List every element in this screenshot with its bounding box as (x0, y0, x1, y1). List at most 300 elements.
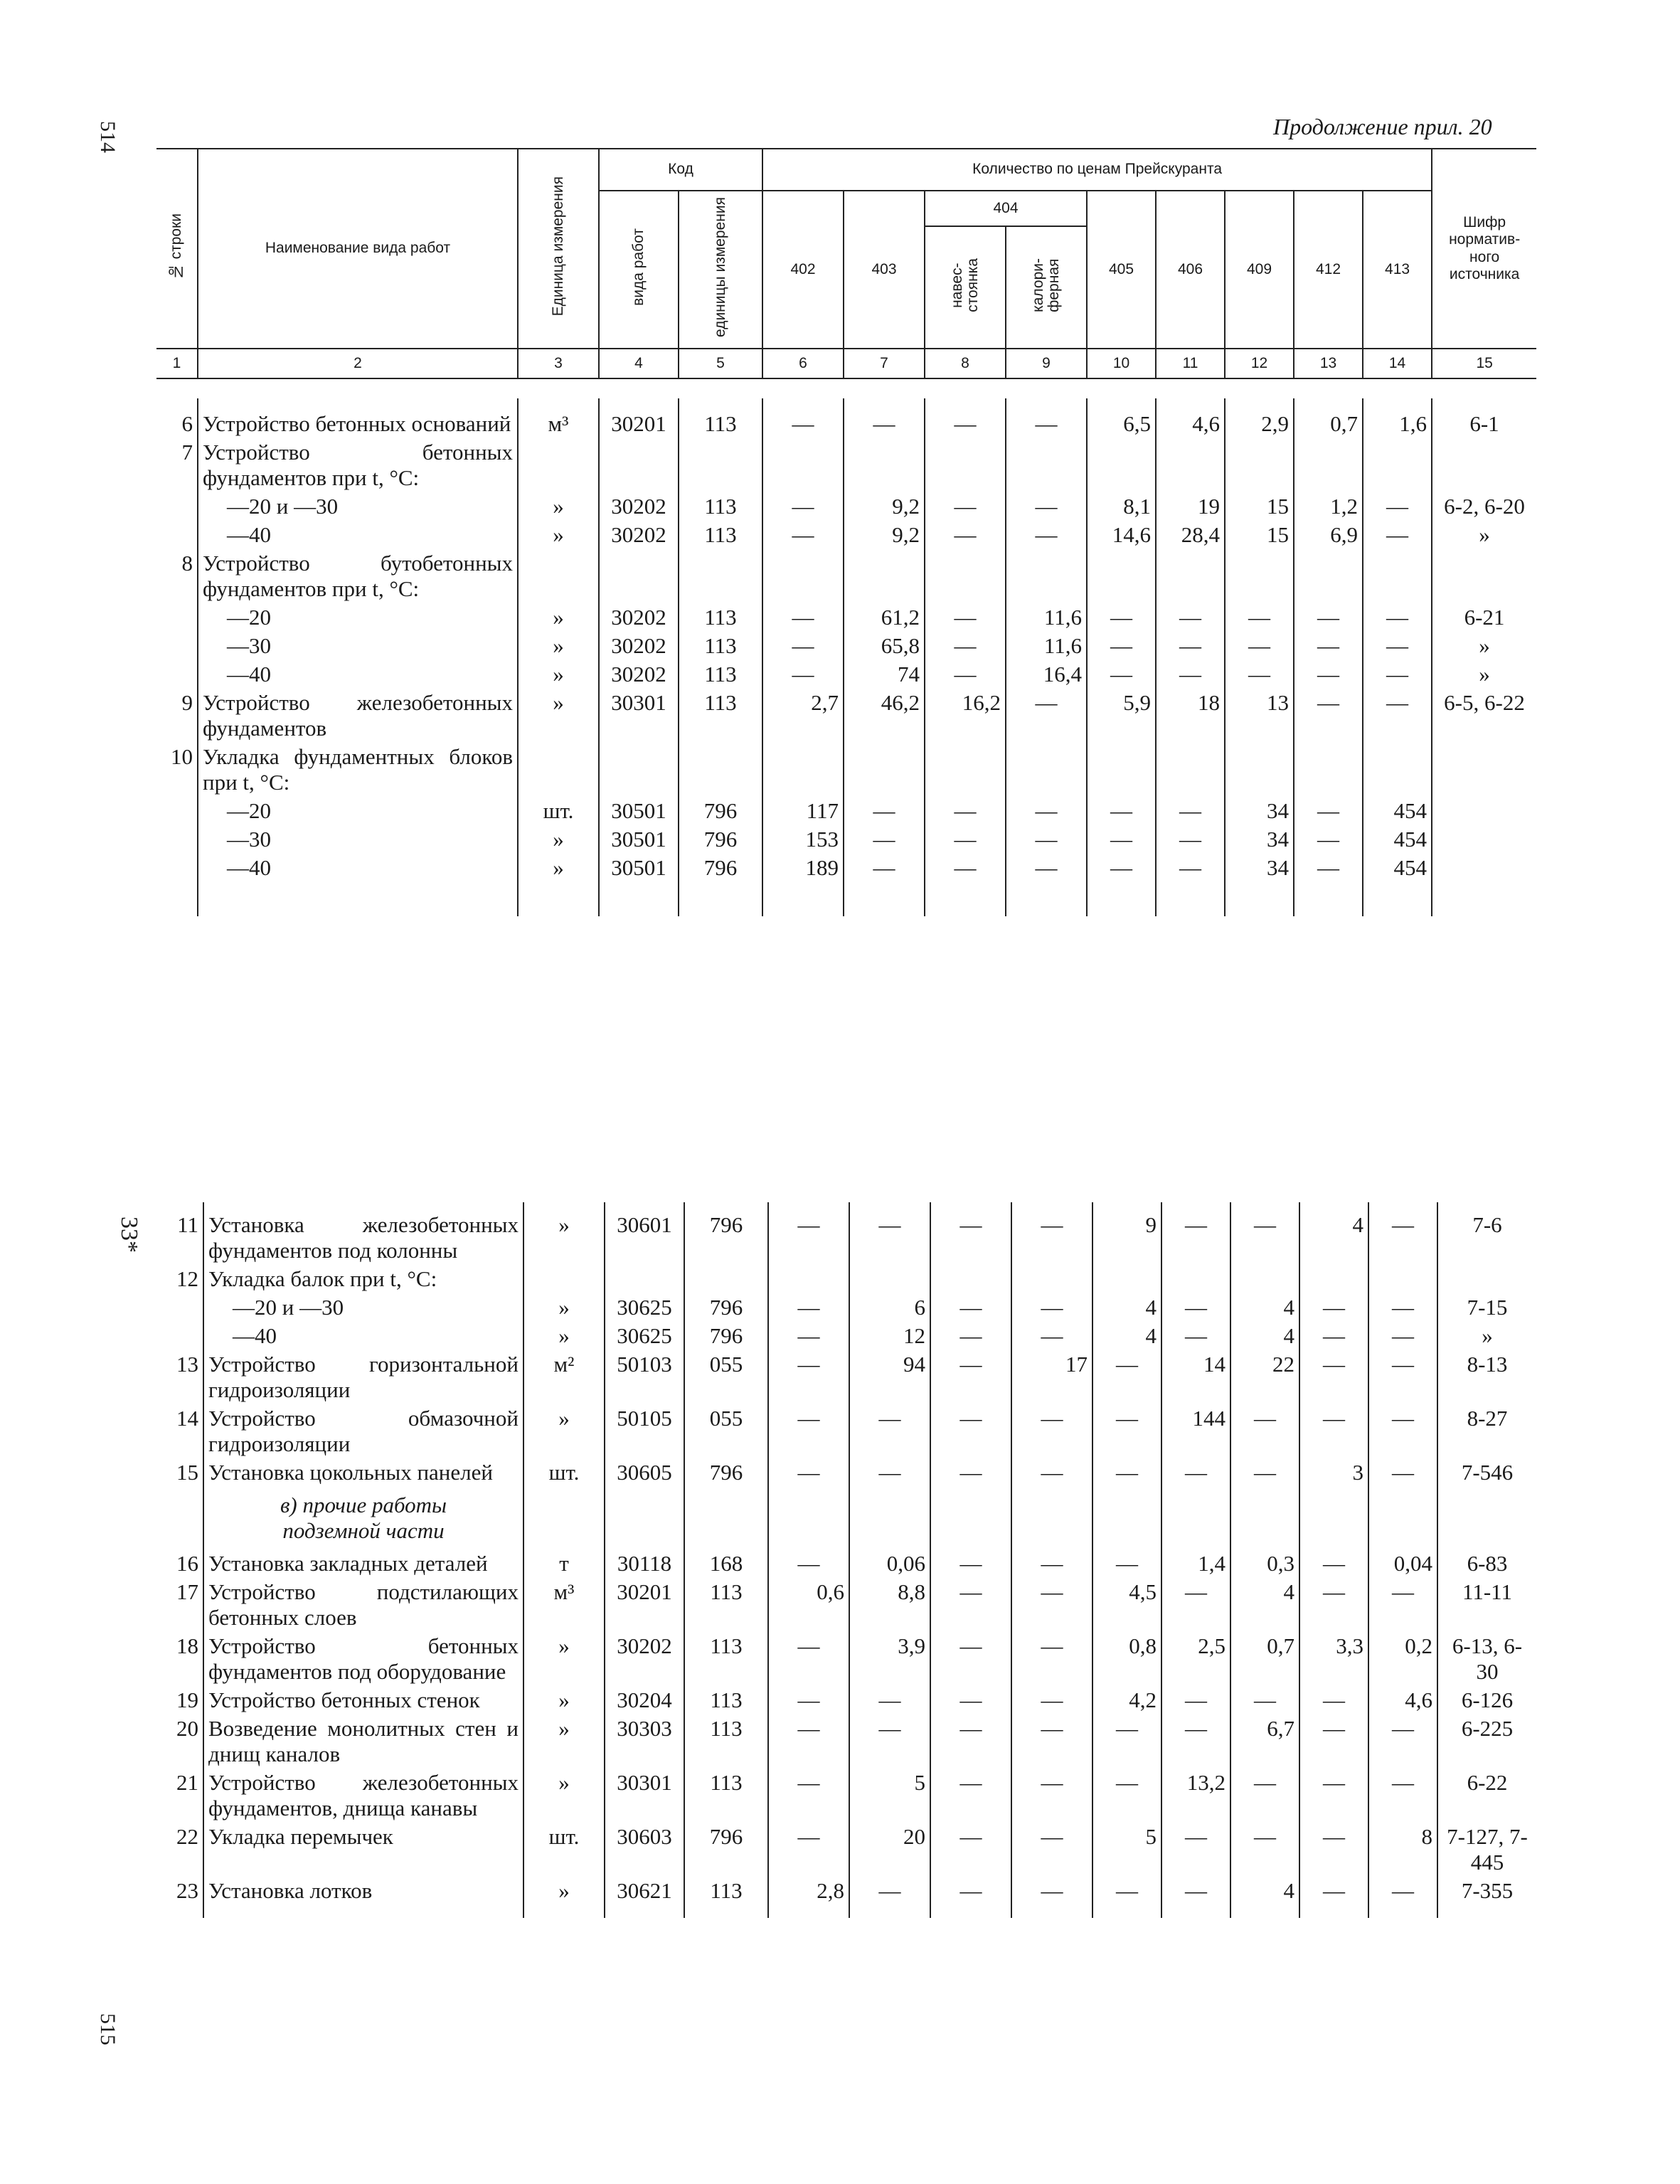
work-code: 30118 (605, 1548, 684, 1576)
quantity-value: — (1230, 1767, 1299, 1821)
quantity-value: — (1368, 1713, 1437, 1767)
table-row (156, 741, 1536, 795)
quantity-value: — (1011, 1548, 1092, 1576)
source-code (1432, 795, 1536, 824)
source-code: 6-21 (1432, 602, 1536, 630)
header-col-number: 8 (925, 349, 1006, 378)
empty-cell (849, 1485, 930, 1548)
quantity-value: — (1230, 1457, 1299, 1485)
work-name: Возведение монолитных стен и днищ каналов (203, 1713, 523, 1767)
row-number: 15 (162, 1457, 203, 1485)
row-number: 6 (156, 398, 198, 437)
source-code: 8-13 (1437, 1349, 1536, 1403)
quantity-value: — (1230, 1685, 1299, 1713)
quantity-value: 22 (1230, 1349, 1299, 1403)
row-number: 11 (162, 1202, 203, 1263)
work-code: 30202 (599, 602, 679, 630)
quantity-value: 14 (1161, 1349, 1230, 1403)
work-code: 30202 (599, 519, 679, 548)
table-row (162, 1485, 1536, 1548)
unit-of-measure: » (518, 824, 599, 852)
unit-of-measure: шт. (518, 795, 599, 824)
unit-of-measure: » (523, 1320, 605, 1349)
unit-code: 113 (679, 602, 762, 630)
quantity-value (762, 437, 844, 491)
empty-cell (768, 1485, 849, 1548)
quantity-value: — (1294, 852, 1363, 881)
quantity-value: — (925, 398, 1006, 437)
unit-of-measure: » (518, 630, 599, 659)
quantity-value: — (1011, 1713, 1092, 1767)
work-code: 30301 (599, 687, 679, 741)
table-row (162, 1767, 1536, 1821)
table-row (162, 1202, 1536, 1263)
quantity-value (930, 1263, 1011, 1292)
quantity-value: 117 (762, 795, 844, 824)
quantity-value: — (1087, 795, 1156, 824)
spacer-cell (1087, 881, 1156, 916)
quantity-value: — (1161, 1875, 1230, 1904)
table-row (156, 398, 1536, 437)
empty-cell (1437, 1485, 1536, 1548)
row-number: 14 (162, 1403, 203, 1457)
quantity-value: — (930, 1576, 1011, 1631)
unit-code: 796 (679, 852, 762, 881)
quantity-value: 153 (762, 824, 844, 852)
quantity-value: 4,6 (1156, 398, 1225, 437)
header-412: 412 (1294, 191, 1363, 349)
quantity-value: 74 (844, 659, 925, 687)
quantity-value: — (1299, 1767, 1368, 1821)
empty-cell (1011, 1485, 1092, 1548)
section-title: в) прочие работы подземной части (203, 1485, 523, 1548)
spacer-cell (849, 1904, 930, 1918)
spacer-cell (599, 881, 679, 916)
row-number (156, 852, 198, 881)
quantity-value: — (1006, 824, 1087, 852)
quantity-value: — (1299, 1320, 1368, 1349)
header-col-number: 3 (518, 349, 599, 378)
quantity-value: — (1161, 1713, 1230, 1767)
quantity-value: — (849, 1685, 930, 1713)
quantity-value (1363, 741, 1432, 795)
quantity-value: — (1156, 824, 1225, 852)
quantity-value: — (849, 1202, 930, 1263)
quantity-value: — (762, 398, 844, 437)
quantity-value: — (925, 795, 1006, 824)
quantity-value: — (1156, 659, 1225, 687)
quantity-value: 34 (1225, 795, 1294, 824)
header-406: 406 (1156, 191, 1225, 349)
source-code (1432, 852, 1536, 881)
work-code: 30202 (605, 1631, 684, 1685)
quantity-value: — (1011, 1685, 1092, 1713)
unit-code: 113 (684, 1767, 768, 1821)
table-row (156, 630, 1536, 659)
quantity-value: — (1363, 630, 1432, 659)
header-col-number: 4 (599, 349, 679, 378)
source-code: 6-22 (1437, 1767, 1536, 1821)
quantity-value: 19 (1156, 491, 1225, 519)
spacer-cell (523, 1904, 605, 1918)
quantity-value: 34 (1225, 824, 1294, 852)
source-code: 7-6 (1437, 1202, 1536, 1263)
quantity-value: — (1299, 1403, 1368, 1457)
quantity-value: — (768, 1685, 849, 1713)
quantity-value: — (1006, 687, 1087, 741)
table-row (156, 795, 1536, 824)
quantity-value: — (930, 1292, 1011, 1320)
unit-of-measure: » (523, 1403, 605, 1457)
quantity-value: 2,8 (768, 1875, 849, 1904)
table-part-2 (162, 1202, 1536, 1918)
quantity-value: 16,4 (1006, 659, 1087, 687)
work-name: Установка закладных деталей (203, 1548, 523, 1576)
quantity-value: — (1299, 1548, 1368, 1576)
quantity-value: — (925, 630, 1006, 659)
quantity-value (762, 548, 844, 602)
quantity-value: 34 (1225, 852, 1294, 881)
source-code (1432, 824, 1536, 852)
quantity-value: — (1161, 1685, 1230, 1713)
quantity-value: 65,8 (844, 630, 925, 659)
quantity-value: — (768, 1821, 849, 1875)
unit-code: 168 (684, 1548, 768, 1576)
quantity-value: — (930, 1713, 1011, 1767)
quantity-value: 4 (1230, 1320, 1299, 1349)
table-row (156, 687, 1536, 741)
work-code: 50105 (605, 1403, 684, 1457)
quantity-value: 11,6 (1006, 630, 1087, 659)
quantity-value: 2,5 (1161, 1631, 1230, 1685)
quantity-value: — (1006, 795, 1087, 824)
unit-code (679, 548, 762, 602)
row-number (156, 824, 198, 852)
quantity-value: — (1087, 659, 1156, 687)
row-number: 21 (162, 1767, 203, 1821)
quantity-value: — (925, 602, 1006, 630)
table-row (162, 1713, 1536, 1767)
header-col-number: 6 (762, 349, 844, 378)
unit-code: 113 (684, 1875, 768, 1904)
source-code: » (1432, 519, 1536, 548)
quantity-value: — (1294, 687, 1363, 741)
table-row (156, 602, 1536, 630)
quantity-value: — (1368, 1202, 1437, 1263)
quantity-value: — (1294, 824, 1363, 852)
work-code: 30204 (605, 1685, 684, 1713)
unit-of-measure: » (518, 519, 599, 548)
row-number: 20 (162, 1713, 203, 1767)
quantity-value: — (1011, 1875, 1092, 1904)
quantity-value: — (849, 1713, 930, 1767)
quantity-value: 0,6 (768, 1576, 849, 1631)
signature-mark: 33* (116, 1216, 142, 1253)
work-name: —30 (198, 630, 518, 659)
unit-of-measure: » (523, 1631, 605, 1685)
spacer-cell (1299, 1904, 1368, 1918)
quantity-value (1006, 437, 1087, 491)
quantity-value (1225, 741, 1294, 795)
source-code: 7-546 (1437, 1457, 1536, 1485)
unit-of-measure: » (518, 491, 599, 519)
table-row (162, 1685, 1536, 1713)
quantity-value (762, 741, 844, 795)
quantity-value: — (1087, 852, 1156, 881)
spacer-cell (1363, 881, 1432, 916)
header-403: 403 (844, 191, 925, 349)
unit-code (679, 437, 762, 491)
quantity-value: — (1363, 687, 1432, 741)
work-code: 30501 (599, 824, 679, 852)
quantity-value (1156, 741, 1225, 795)
quantity-value: — (1011, 1767, 1092, 1821)
quantity-value: — (1161, 1320, 1230, 1349)
work-name: Установка лотков (203, 1875, 523, 1904)
quantity-value: 6,5 (1087, 398, 1156, 437)
work-code (605, 1263, 684, 1292)
header-col-number: 9 (1006, 349, 1087, 378)
spacer-cell (203, 1904, 523, 1918)
header-404a: навес- стоянка (948, 258, 981, 312)
quantity-value: — (1299, 1875, 1368, 1904)
table-row (162, 1576, 1536, 1631)
work-code: 30301 (605, 1767, 684, 1821)
unit-code: 113 (679, 519, 762, 548)
unit-code: 796 (684, 1292, 768, 1320)
unit-code: 796 (679, 795, 762, 824)
source-code: 7-355 (1437, 1875, 1536, 1904)
quantity-value: 454 (1363, 852, 1432, 881)
quantity-value: — (849, 1457, 930, 1485)
unit-of-measure: шт. (523, 1457, 605, 1485)
unit-of-measure: » (523, 1713, 605, 1767)
quantity-value: — (1156, 852, 1225, 881)
quantity-value: 8,1 (1087, 491, 1156, 519)
row-number (162, 1320, 203, 1349)
quantity-value: — (762, 491, 844, 519)
unit-code: 796 (684, 1821, 768, 1875)
unit-code (684, 1263, 768, 1292)
quantity-value (1230, 1263, 1299, 1292)
quantity-value: — (1225, 659, 1294, 687)
quantity-value: — (925, 659, 1006, 687)
quantity-value: — (1230, 1202, 1299, 1263)
quantity-value: — (768, 1202, 849, 1263)
work-code: 30202 (599, 659, 679, 687)
work-name: Устройство бетонных фундаментов при t, °C: (198, 437, 518, 491)
quantity-value (1294, 548, 1363, 602)
quantity-value (1092, 1263, 1161, 1292)
quantity-value: 6 (849, 1292, 930, 1320)
table-row (156, 437, 1536, 491)
quantity-value: — (1294, 659, 1363, 687)
quantity-value: 0,04 (1368, 1548, 1437, 1576)
unit-code: 113 (684, 1713, 768, 1767)
quantity-value: — (1368, 1349, 1437, 1403)
quantity-value: — (1011, 1576, 1092, 1631)
header-work-name: Наименование вида работ (198, 149, 518, 349)
quantity-value: 4 (1092, 1292, 1161, 1320)
quantity-value: 5,9 (1087, 687, 1156, 741)
unit-of-measure: т (523, 1548, 605, 1576)
unit-of-measure: » (523, 1202, 605, 1263)
quantity-value: — (1156, 795, 1225, 824)
quantity-value: — (1006, 398, 1087, 437)
unit-code: 796 (684, 1202, 768, 1263)
source-code: 8-27 (1437, 1403, 1536, 1457)
unit-code: 113 (684, 1631, 768, 1685)
quantity-value: — (1294, 795, 1363, 824)
quantity-value: 6,7 (1230, 1713, 1299, 1767)
quantity-value: 0,3 (1230, 1548, 1299, 1576)
quantity-value: — (1011, 1320, 1092, 1349)
spacer-cell (1161, 1904, 1230, 1918)
empty-cell (1299, 1485, 1368, 1548)
unit-of-measure: м³ (523, 1576, 605, 1631)
work-name: Укладка балок при t, °C: (203, 1263, 523, 1292)
quantity-value: — (930, 1685, 1011, 1713)
source-code (1432, 741, 1536, 795)
quantity-value: — (1087, 630, 1156, 659)
empty-cell (605, 1485, 684, 1548)
quantity-value: — (1230, 1403, 1299, 1457)
quantity-value: 4,2 (1092, 1685, 1161, 1713)
quantity-value (1225, 437, 1294, 491)
quantity-value: — (1368, 1320, 1437, 1349)
quantity-value: — (1011, 1202, 1092, 1263)
header-413: 413 (1363, 191, 1432, 349)
quantity-value: — (1092, 1403, 1161, 1457)
quantity-value: — (1006, 519, 1087, 548)
quantity-value: — (768, 1292, 849, 1320)
source-code: » (1432, 630, 1536, 659)
row-number: 17 (162, 1576, 203, 1631)
quantity-value: — (925, 824, 1006, 852)
work-code (599, 741, 679, 795)
quantity-value: — (1092, 1875, 1161, 1904)
quantity-value (1087, 437, 1156, 491)
unit-of-measure: » (523, 1292, 605, 1320)
work-name: Укладка перемычек (203, 1821, 523, 1875)
row-number (156, 491, 198, 519)
quantity-value: 4 (1230, 1875, 1299, 1904)
work-name: Устройство подстилающих бетонных слоев (203, 1576, 523, 1631)
source-code: 6-83 (1437, 1548, 1536, 1576)
work-name: Устройство бутобетонных фундаментов при t, °C: (198, 548, 518, 602)
quantity-value: — (1092, 1767, 1161, 1821)
quantity-value: 9 (1092, 1202, 1161, 1263)
quantity-value: — (1294, 630, 1363, 659)
spacer-cell (1432, 881, 1536, 916)
quantity-value: 15 (1225, 491, 1294, 519)
quantity-value: — (1299, 1821, 1368, 1875)
table-row (156, 659, 1536, 687)
quantity-value: — (930, 1457, 1011, 1485)
unit-code: 796 (684, 1320, 768, 1349)
quantity-value (1363, 437, 1432, 491)
unit-of-measure: » (523, 1767, 605, 1821)
row-number (162, 1292, 203, 1320)
unit-code: 796 (679, 824, 762, 852)
table-row (162, 1292, 1536, 1320)
quantity-value: 9,2 (844, 519, 925, 548)
source-code: 7-15 (1437, 1292, 1536, 1320)
work-code (599, 437, 679, 491)
quantity-value: — (1092, 1457, 1161, 1485)
quantity-value: — (1299, 1576, 1368, 1631)
quantity-value: 3 (1299, 1457, 1368, 1485)
table-row (156, 852, 1536, 881)
quantity-value: — (925, 519, 1006, 548)
spacer-cell (605, 1904, 684, 1918)
source-code: 7-127, 7-445 (1437, 1821, 1536, 1875)
quantity-value: 4 (1092, 1320, 1161, 1349)
header-402: 402 (762, 191, 844, 349)
unit-of-measure: » (523, 1875, 605, 1904)
quantity-value: 13,2 (1161, 1767, 1230, 1821)
source-code (1432, 548, 1536, 602)
unit-of-measure (518, 548, 599, 602)
spacer-cell (1225, 881, 1294, 916)
quantity-value: — (1011, 1292, 1092, 1320)
quantity-value: 4 (1230, 1292, 1299, 1320)
quantity-value: — (762, 602, 844, 630)
quantity-value: 3,9 (849, 1631, 930, 1685)
header-col-number: 11 (1156, 349, 1225, 378)
empty-cell (523, 1485, 605, 1548)
spacer-cell (1294, 881, 1363, 916)
quantity-value: — (1161, 1576, 1230, 1631)
quantity-value: — (930, 1202, 1011, 1263)
table-row (162, 1403, 1536, 1457)
spacer-row (162, 1904, 1536, 1918)
unit-of-measure: » (518, 687, 599, 741)
unit-of-measure: м² (523, 1349, 605, 1403)
header-col-number: 7 (844, 349, 925, 378)
quantity-value: — (762, 659, 844, 687)
quantity-value (844, 437, 925, 491)
work-name: —20 и —30 (203, 1292, 523, 1320)
unit-code: 113 (679, 687, 762, 741)
spacer-cell (1011, 1904, 1092, 1918)
table-row (156, 491, 1536, 519)
quantity-value: — (768, 1631, 849, 1685)
unit-code: 113 (684, 1576, 768, 1631)
quantity-value: — (1011, 1457, 1092, 1485)
header-unit: Единица измерения (549, 176, 566, 317)
work-name: Устройство обмазочной гидроизоляции (203, 1403, 523, 1457)
quantity-value: 2,7 (762, 687, 844, 741)
quantity-value (1011, 1263, 1092, 1292)
source-code: 6-2, 6-20 (1432, 491, 1536, 519)
spacer-cell (768, 1904, 849, 1918)
quantity-value: — (1363, 491, 1432, 519)
quantity-value: — (1368, 1875, 1437, 1904)
work-code: 30603 (605, 1821, 684, 1875)
quantity-value: — (925, 852, 1006, 881)
quantity-value: — (1368, 1457, 1437, 1485)
quantity-value: — (762, 630, 844, 659)
row-number: 9 (156, 687, 198, 741)
quantity-value: — (768, 1457, 849, 1485)
quantity-value (925, 741, 1006, 795)
quantity-value: — (1156, 602, 1225, 630)
row-number: 10 (156, 741, 198, 795)
spacer-cell (198, 881, 518, 916)
quantity-value: — (930, 1403, 1011, 1457)
quantity-value (1006, 548, 1087, 602)
